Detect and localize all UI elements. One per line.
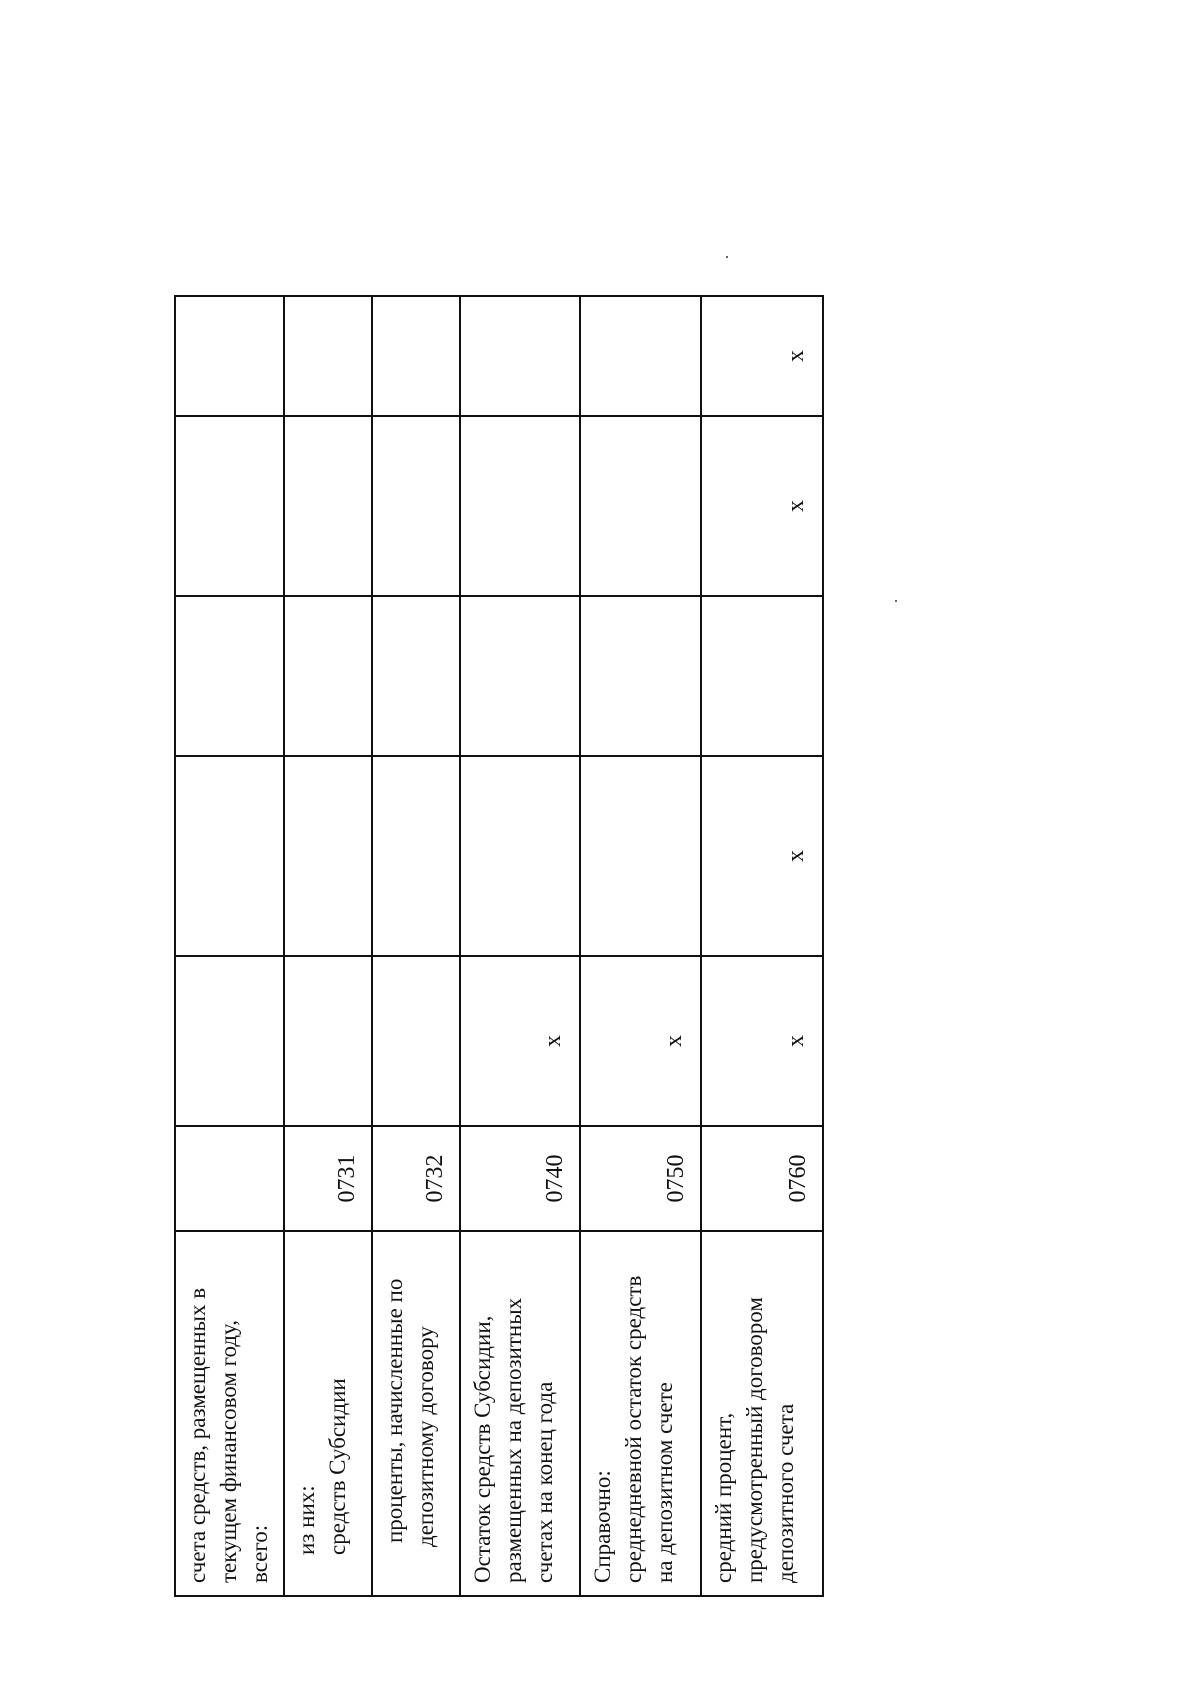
table-row	[460, 296, 580, 1596]
table-row	[175, 296, 284, 1596]
row-code: 0750	[580, 1126, 700, 1231]
label-line: из них:	[294, 1485, 320, 1555]
deposit-report-table	[174, 295, 824, 1597]
row-label	[175, 1231, 284, 1596]
value-cell	[580, 296, 700, 416]
value-cell	[175, 956, 284, 1126]
label-line: депозитного счета	[772, 1403, 798, 1583]
value-cell: x	[460, 956, 580, 1126]
row-label	[460, 1231, 580, 1596]
table-row	[284, 296, 372, 1596]
value-cell	[372, 756, 460, 956]
row-label	[284, 1231, 372, 1596]
value-cell	[372, 416, 460, 596]
row-code: 0732	[372, 1126, 460, 1231]
value-cell	[175, 756, 284, 956]
value-cell	[284, 296, 372, 416]
value-cell	[580, 416, 700, 596]
row-label	[701, 1231, 824, 1596]
value-cell	[175, 296, 284, 416]
value-cell: x	[701, 756, 824, 956]
label-line: проценты, начисленные по	[381, 1278, 407, 1543]
label-line: счета средств, размещенных в	[185, 1287, 210, 1583]
label-line: средний процент,	[710, 1412, 736, 1583]
value-cell	[284, 956, 372, 1126]
table-row	[372, 296, 460, 1596]
label-line: размещенных на депозитных	[500, 1297, 526, 1583]
value-cell	[175, 596, 284, 756]
value-cell: x	[701, 956, 824, 1126]
label-line: текущем финансовом году,	[216, 1320, 241, 1583]
value-cell	[284, 756, 372, 956]
scan-speck	[895, 600, 897, 602]
row-code	[175, 1126, 284, 1231]
value-cell	[175, 416, 284, 596]
rotated-table-wrapper	[174, 297, 824, 1597]
row-code: 0740	[460, 1126, 580, 1231]
value-cell	[580, 596, 700, 756]
value-cell	[580, 756, 700, 956]
row-label	[580, 1231, 700, 1596]
value-cell: x	[701, 296, 824, 416]
value-cell	[701, 596, 824, 756]
label-line: предусмотренный договором	[741, 1297, 767, 1583]
value-cell	[284, 596, 372, 756]
table-row	[701, 296, 824, 1596]
value-cell: x	[580, 956, 700, 1126]
value-cell	[372, 956, 460, 1126]
label-line: депозитному договору	[412, 1326, 438, 1547]
value-cell	[460, 756, 580, 956]
scan-speck	[726, 256, 728, 258]
value-cell	[372, 596, 460, 756]
label-line: всего:	[247, 1524, 272, 1583]
row-code: 0760	[701, 1126, 824, 1231]
label-line: среднедневной остаток средств	[621, 1275, 647, 1583]
label-line: счетах на конец года	[531, 1381, 557, 1583]
table-row	[580, 296, 700, 1596]
value-cell	[284, 416, 372, 596]
value-cell	[460, 596, 580, 756]
label-line: на депозитном счете	[652, 1382, 678, 1583]
value-cell	[372, 296, 460, 416]
value-cell	[460, 416, 580, 596]
label-line: Справочно:	[590, 1470, 616, 1583]
label-line: средств Субсидии	[325, 1378, 351, 1555]
row-label	[372, 1231, 460, 1596]
value-cell	[460, 296, 580, 416]
row-code: 0731	[284, 1126, 372, 1231]
label-line: Остаток средств Субсидии,	[469, 1315, 495, 1583]
value-cell: x	[701, 416, 824, 596]
